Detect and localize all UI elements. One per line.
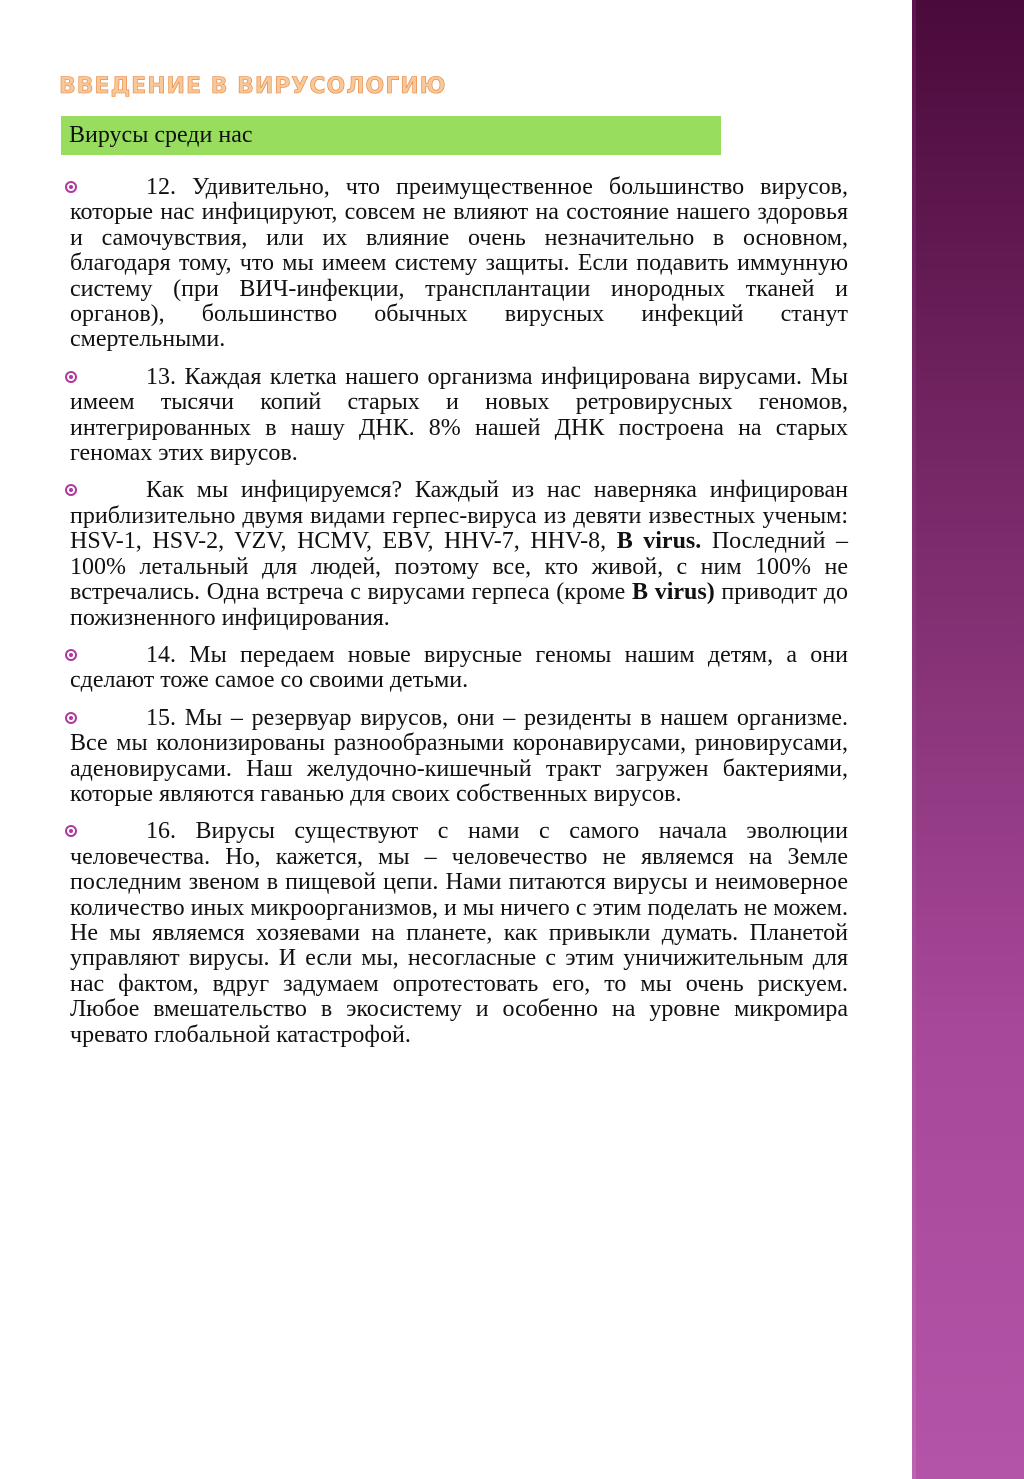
paragraph-text: 13. Каждая клетка нашего организма инфицирована вирусами. Мы имеем тысячи копий старых и новых ретровирусных геномов, интегрированных в нашу ДНК. 8% нашей ДНК построена на старых геномах этих вирусов. [70, 363, 848, 467]
content-list [70, 175, 848, 1060]
paragraph-text: 12. Удивительно, что преимущественное большинство вирусов, которые нас инфицируют, совсем не влияют на состояние нашего здоровья и самочувствия, или их влияние очень незначительно в основном, благодаря тому, что мы имеем систему защиты. Если подавить иммунную систему (при ВИЧ-инфекции, трансплантации инородных тканей и органов), большинство обычных вирусных инфекций станут смертельными. [70, 174, 848, 353]
section-subtitle: Вирусы среди нас [69, 122, 253, 148]
bullet-icon [65, 484, 77, 496]
paragraph-text: Последний – 100% летальный для людей, поэтому все, кто живой, с ним 100% не встречались. Одна встреча с вирусами герпеса (кроме [70, 528, 849, 606]
list-item [70, 643, 848, 694]
decorative-side-band [912, 0, 1024, 1479]
bullet-icon [65, 371, 77, 383]
bold-term: B virus. [616, 528, 702, 555]
list-item [70, 478, 848, 630]
list-item [70, 706, 848, 808]
section-subtitle-bar [61, 116, 721, 155]
bullet-icon [65, 825, 77, 837]
list-item [70, 365, 848, 467]
paragraph-text: приводит до пожизненного инфицирования. [70, 579, 849, 631]
bullet-icon [65, 649, 77, 661]
paragraph-text: 16. Вирусы существуют с нами с самого начала эволюции человечества. Но, кажется, мы – человечество не являемся на Земле последним звеном в пищевой цепи. Нами питаются вирусы и неимоверное количество иных микроорганизмов, и мы ничего с этим поделать не можем. Не мы являемся хозяевами на планете, как привыкли думать. Планетой управляют вирусы. И если мы, несогласные с этим уничижительным для нас фактом, вдруг задумаем опротестовать его, то мы очень рискуем. Любое вмешательство в экосистему и особенно на уровне микромира чревато глобальной катастрофой. [70, 818, 848, 1048]
paragraph-text: Как мы инфицируемся? Каждый из нас наверняка инфицирован приблизительно двумя видами герпес-вируса из девяти известных ученым: HSV-1, HSV-2, VZV, HCMV, EBV, HHV-7, HHV-8, [70, 477, 848, 555]
list-item [70, 819, 848, 1048]
page-heading: ВВЕДЕНИЕ В ВИРУСОЛОГИЮ [59, 74, 447, 99]
paragraph-text: 15. Мы – резервуар вирусов, они – резиденты в нашем организме. Все мы колонизированы разнообразными коронавирусами, риновирусами, аденовирусами. Наш желудочно-кишечный тракт загружен бактериями, которые являются гаванью для своих собственных вирусов. [70, 704, 848, 807]
bullet-icon [65, 712, 77, 724]
bullet-icon [65, 181, 77, 193]
list-item [70, 175, 848, 353]
bold-term: B virus) [632, 579, 715, 606]
paragraph-text: 14. Мы передаем новые вирусные геномы нашим детям, а они сделают тоже самое со своими детьми. [70, 641, 848, 694]
